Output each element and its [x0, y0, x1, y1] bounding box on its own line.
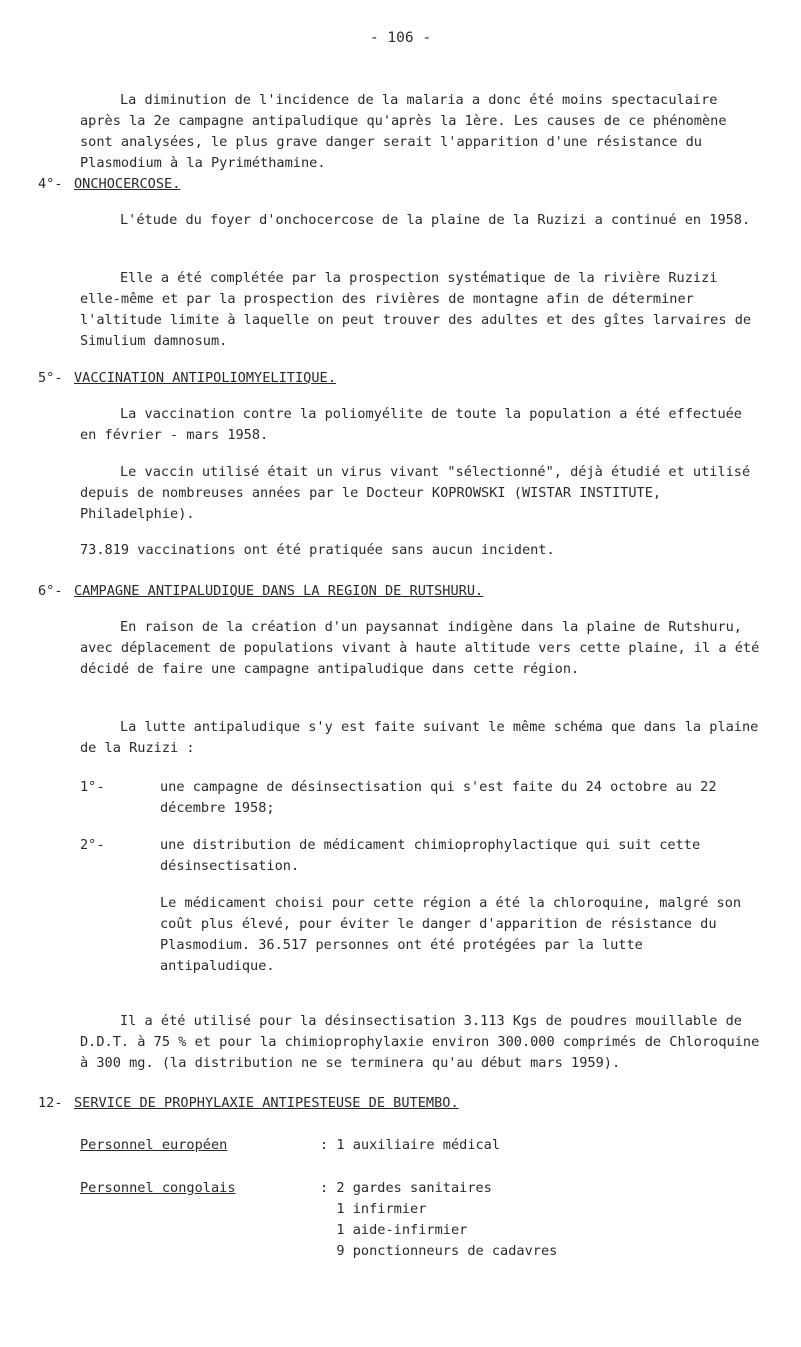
personnel-congolese-staff-2: 1 infirmier — [320, 1201, 427, 1217]
section-6-para-3: Le médicament choisi pour cette région a été la chloroquine, malgré son coût plus élevé, pour éviter le danger d'apparition de résistance du Plasmodium. 36.517 personnes ont été protégées par la lutte antipaludique. — [160, 895, 742, 974]
section-12-number: 12- — [38, 1095, 63, 1111]
personnel-european-staff: : 1 auxiliaire médical — [320, 1137, 501, 1153]
section-6-title: CAMPAGNE ANTIPALUDIQUE DANS LA REGION DE RUTSHURU. — [74, 583, 484, 599]
list-item-2-number: 2°- — [80, 837, 105, 853]
section-6-para-1: En raison de la création d'un paysannat indigène dans la plaine de Rutshuru, avec déplacement de populations vivant à haute altitude vers cette plaine, il a été décidé de faire une campagne antipaludique dans cette région. — [80, 619, 760, 677]
section-6-para-4: Il a été utilisé pour la désinsectisation 3.113 Kgs de poudres mouillable de D.D.T. à 75 % et pour la chimioprophylaxie environ 300.000 comprimés de Chloroquine à 300 mg. (la distribution ne se terminera qu'au début mars 1959). — [80, 1013, 760, 1071]
personnel-congolese-label: Personnel congolais — [80, 1180, 236, 1196]
personnel-congolese-staff-4: 9 ponctionneurs de cadavres — [320, 1243, 558, 1259]
section-4-para-2: Elle a été complétée par la prospection systématique de la rivière Ruzizi elle-même et par la prospection des rivières de montagne afin de déterminer l'altitude limite à laquelle on peut trouver des adultes et des gîtes larvaires de Simulium damnosum. — [80, 270, 752, 349]
section-5-number: 5°- — [38, 370, 63, 386]
personnel-congolese-staff-3: 1 aide-infirmier — [320, 1222, 468, 1238]
section-4-title: ONCHOCERCOSE. — [74, 176, 181, 192]
section-4-para-1: L'étude du foyer d'onchocercose de la plaine de la Ruzizi a continué en 1958. — [120, 212, 751, 228]
list-item-1-number: 1°- — [80, 779, 105, 795]
section-4-number: 4°- — [38, 176, 63, 192]
page-number: - 106 - — [369, 30, 432, 46]
list-item-1: une campagne de désinsectisation qui s'est faite du 24 octobre au 22 décembre 1958; — [160, 779, 717, 816]
section-6-para-2: La lutte antipaludique s'y est faite suivant le même schéma que dans la plaine de la Ruzizi : — [80, 719, 759, 756]
section-6-number: 6°- — [38, 583, 63, 599]
list-item-2: une distribution de médicament chimioprophylactique qui suit cette désinsectisation. — [160, 837, 701, 874]
personnel-congolese-staff-1: : 2 gardes sanitaires — [320, 1180, 492, 1196]
section-5-para-3: 73.819 vaccinations ont été pratiquée sans aucun incident. — [80, 542, 555, 558]
personnel-european-label: Personnel européen — [80, 1137, 228, 1153]
section-12-title: SERVICE DE PROPHYLAXIE ANTIPESTEUSE DE BUTEMBO. — [74, 1095, 459, 1111]
section-5-para-2: Le vaccin utilisé était un virus vivant "sélectionné", déjà étudié et utilisé depuis de nombreuses années par le Docteur KOPROWSKI (WISTAR INSTITUTE, Philadelphie). — [80, 464, 751, 522]
section-5-title: VACCINATION ANTIPOLIOMYELITIQUE. — [74, 370, 336, 386]
section-5-para-1: La vaccination contre la poliomyélite de toute la population a été effectuée en février - mars 1958. — [80, 406, 742, 443]
intro-paragraph: La diminution de l'incidence de la malaria a donc été moins spectaculaire après la 2e campagne antipaludique qu'après la 1ère. Les causes de ce phénomène sont analysées, le plus grave danger serait l'apparition d'une résistance du Plasmodium à la Pyriméthamine. — [80, 92, 727, 171]
